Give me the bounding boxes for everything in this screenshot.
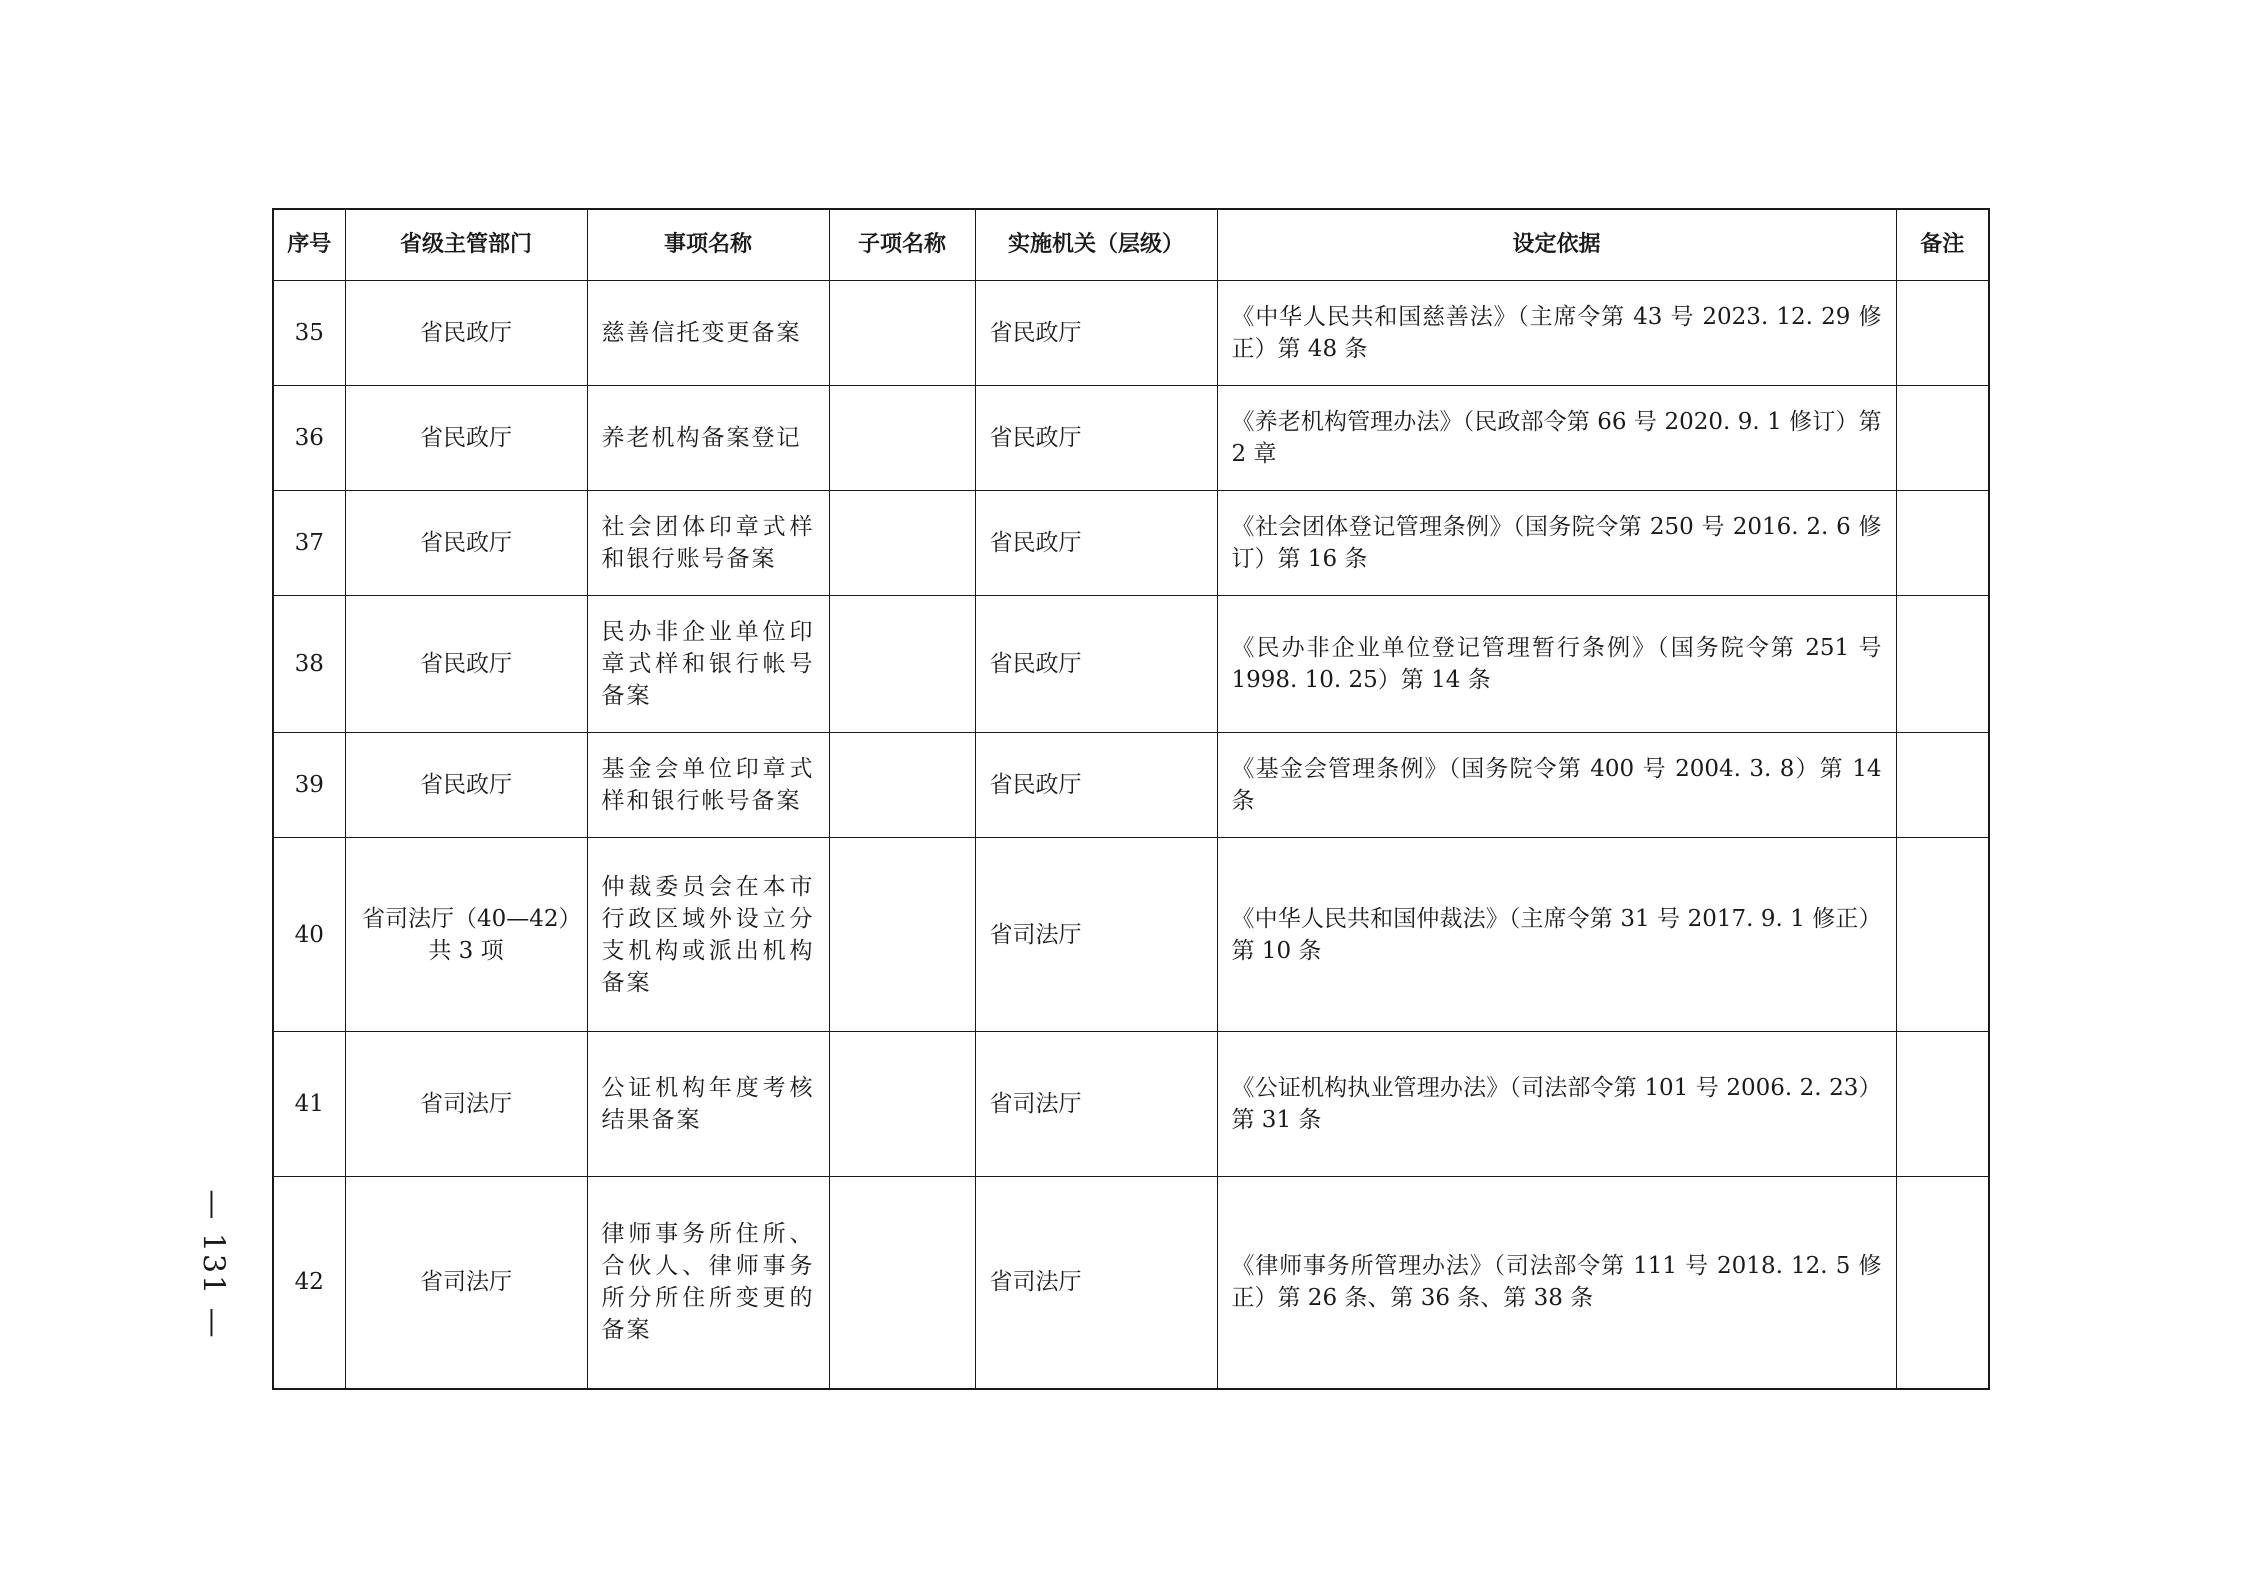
cell-sub [829,491,975,596]
cell-seq: 41 [273,1032,345,1177]
cell-dept: 省民政厅 [345,596,587,733]
cell-seq: 39 [273,733,345,838]
cell-seq: 42 [273,1177,345,1389]
cell-item: 民办非企业单位印章式样和银行帐号备案 [587,596,829,733]
cell-dept: 省司法厅 [345,1032,587,1177]
cell-dept: 省民政厅 [345,281,587,386]
table-row [273,281,1989,386]
cell-item: 社会团体印章式样和银行账号备案 [587,491,829,596]
cell-sub [829,733,975,838]
table-header-row [273,209,1989,281]
cell-org: 省民政厅 [975,733,1217,838]
header-dept: 省级主管部门 [345,209,587,281]
table-row [273,838,1989,1032]
cell-seq: 38 [273,596,345,733]
cell-dept: 省民政厅 [345,386,587,491]
cell-org: 省司法厅 [975,1177,1217,1389]
cell-seq: 37 [273,491,345,596]
cell-dept: 省司法厅 [345,1177,587,1389]
cell-org: 省民政厅 [975,281,1217,386]
cell-note [1896,733,1989,838]
cell-org: 省司法厅 [975,838,1217,1032]
cell-note [1896,491,1989,596]
cell-note [1896,596,1989,733]
cell-basis: 《社会团体登记管理条例》（国务院令第 250 号 2016. 2. 6 修订）第 16 条 [1217,491,1896,596]
cell-basis: 《中华人民共和国仲裁法》（主席令第 31 号 2017. 9. 1 修正）第 10 条 [1217,838,1896,1032]
table-row [273,733,1989,838]
cell-sub [829,596,975,733]
header-item: 事项名称 [587,209,829,281]
cell-basis: 《律师事务所管理办法》（司法部令第 111 号 2018. 12. 5 修正）第 26 条、第 36 条、第 38 条 [1217,1177,1896,1389]
header-note: 备注 [1896,209,1989,281]
cell-item: 公证机构年度考核结果备案 [587,1032,829,1177]
cell-basis: 《民办非企业单位登记管理暂行条例》（国务院令第 251 号 1998. 10. 25）第 14 条 [1217,596,1896,733]
cell-org: 省民政厅 [975,596,1217,733]
header-org: 实施机关（层级） [975,209,1217,281]
table-row [273,596,1989,733]
cell-note [1896,1177,1989,1389]
cell-seq: 36 [273,386,345,491]
page-number-text: — 131 — [195,1188,231,1340]
header-basis: 设定依据 [1217,209,1896,281]
cell-item: 仲裁委员会在本市行政区域外设立分支机构或派出机构备案 [587,838,829,1032]
cell-sub [829,281,975,386]
table-row [273,491,1989,596]
cell-note [1896,1032,1989,1177]
cell-sub [829,1032,975,1177]
cell-org: 省司法厅 [975,1032,1217,1177]
page-number [196,1176,230,1352]
cell-sub [829,386,975,491]
cell-note [1896,386,1989,491]
cell-dept: 省民政厅 [345,733,587,838]
cell-sub [829,1177,975,1389]
cell-note [1896,838,1989,1032]
header-seq: 序号 [273,209,345,281]
cell-sub [829,838,975,1032]
cell-item: 律师事务所住所、合伙人、律师事务所分所住所变更的备案 [587,1177,829,1389]
cell-dept: 省司法厅（40—42）共 3 项 [345,838,587,1032]
table-row [273,1032,1989,1177]
table-row [273,386,1989,491]
items-table [272,208,1990,1390]
cell-seq: 40 [273,838,345,1032]
cell-item: 慈善信托变更备案 [587,281,829,386]
cell-seq: 35 [273,281,345,386]
cell-note [1896,281,1989,386]
cell-item: 基金会单位印章式样和银行帐号备案 [587,733,829,838]
cell-basis: 《养老机构管理办法》（民政部令第 66 号 2020. 9. 1 修订）第 2 章 [1217,386,1896,491]
cell-basis: 《中华人民共和国慈善法》（主席令第 43 号 2023. 12. 29 修正）第 48 条 [1217,281,1896,386]
cell-item: 养老机构备案登记 [587,386,829,491]
cell-basis: 《基金会管理条例》（国务院令第 400 号 2004. 3. 8）第 14 条 [1217,733,1896,838]
header-sub: 子项名称 [829,209,975,281]
cell-org: 省民政厅 [975,386,1217,491]
cell-dept: 省民政厅 [345,491,587,596]
table-row [273,1177,1989,1389]
cell-org: 省民政厅 [975,491,1217,596]
cell-basis: 《公证机构执业管理办法》（司法部令第 101 号 2006. 2. 23）第 31 条 [1217,1032,1896,1177]
